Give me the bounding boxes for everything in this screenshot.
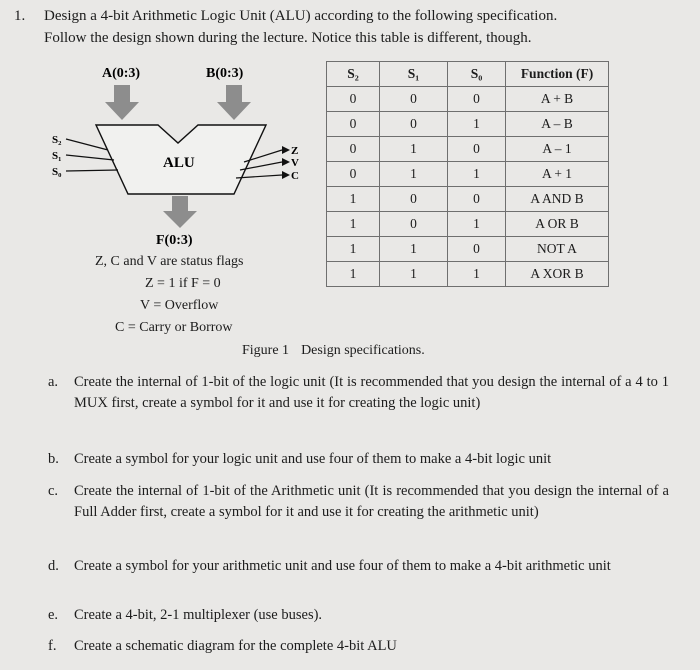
table-row xyxy=(327,187,609,212)
table-row xyxy=(327,237,609,262)
cell: A – B xyxy=(506,112,609,137)
figure-caption-text: Design specifications. xyxy=(301,343,425,358)
status-flags-note: Z, C and V are status flags xyxy=(95,254,244,269)
table-row xyxy=(327,137,609,162)
spec-table xyxy=(326,61,609,287)
cell: 0 xyxy=(380,112,448,137)
cell: 1 xyxy=(448,162,506,187)
header-s1: S₁ xyxy=(380,62,448,87)
cell: 1 xyxy=(448,212,506,237)
flag-z-label: Z xyxy=(291,145,299,157)
input-b-label: B(0:3) xyxy=(206,66,244,81)
cell: 1 xyxy=(380,137,448,162)
cell: 1 xyxy=(380,162,448,187)
header-s0: S₀ xyxy=(448,62,506,87)
select-s0-line xyxy=(66,170,118,171)
table-row xyxy=(327,112,609,137)
cell: A OR B xyxy=(506,212,609,237)
flag-v-label: V xyxy=(291,157,299,169)
figure-caption xyxy=(242,343,437,359)
flag-z-arrow-icon xyxy=(282,146,290,154)
cell: 1 xyxy=(448,262,506,287)
cell: 1 xyxy=(327,237,380,262)
flag-c-label: C xyxy=(291,170,299,182)
cell: 0 xyxy=(448,137,506,162)
zero-flag-note: Z = 1 if F = 0 xyxy=(145,276,221,291)
list-item xyxy=(48,636,670,658)
cell: A – 1 xyxy=(506,137,609,162)
cell: 0 xyxy=(380,87,448,112)
cell: 0 xyxy=(327,112,380,137)
list-item xyxy=(48,372,670,436)
cell: 1 xyxy=(380,237,448,262)
select-s1-line xyxy=(66,155,114,160)
item-label: d. xyxy=(48,558,59,574)
cell: A + 1 xyxy=(506,162,609,187)
table-header-row xyxy=(327,62,609,87)
item-text: Create a symbol for your logic unit and use four of them to make a 4-bit logic unit xyxy=(74,451,552,467)
item-label: f. xyxy=(48,638,57,654)
item-text: Create the internal of 1-bit of the logic unit (It is recommended that you design the internal of a 4 to 1 MUX first, create a symbol for it and use it for creating the logic unit) xyxy=(74,374,669,411)
cell: NOT A xyxy=(506,237,609,262)
table-row xyxy=(327,162,609,187)
flag-v-arrow-icon xyxy=(282,158,290,166)
select-s1-label: S₁ xyxy=(52,150,62,162)
input-a-label: A(0:3) xyxy=(102,66,141,81)
question-text-line-1: Design a 4-bit Arithmetic Logic Unit (ALU) according to the following specification. xyxy=(44,8,558,24)
cell: 1 xyxy=(327,212,380,237)
item-label: b. xyxy=(48,451,59,467)
select-s2-label: S₂ xyxy=(52,134,62,146)
cell: 0 xyxy=(380,212,448,237)
alu-block-label: ALU xyxy=(163,155,195,171)
cell: A XOR B xyxy=(506,262,609,287)
list-item xyxy=(48,556,670,600)
cell: 0 xyxy=(327,87,380,112)
select-s0-label: S₀ xyxy=(52,166,62,178)
item-label: c. xyxy=(48,483,59,499)
cell: 1 xyxy=(448,112,506,137)
carry-flag-note: C = Carry or Borrow xyxy=(115,320,233,335)
header-function: Function (F) xyxy=(506,62,609,87)
cell: 0 xyxy=(327,162,380,187)
item-text: Create a 4-bit, 2-1 multiplexer (use buses). xyxy=(74,607,323,623)
cell: 1 xyxy=(327,187,380,212)
cell: A AND B xyxy=(506,187,609,212)
cell: A + B xyxy=(506,87,609,112)
input-b-arrow-icon xyxy=(217,85,251,120)
header-s2: S₂ xyxy=(327,62,380,87)
cell: 1 xyxy=(380,262,448,287)
input-a-arrow-icon xyxy=(105,85,139,120)
question-text-line-2: Follow the design shown during the lecture. Notice this table is different, though. xyxy=(44,30,532,46)
item-label: a. xyxy=(48,374,59,390)
cell: 0 xyxy=(380,187,448,212)
flag-c-arrow-icon xyxy=(282,171,290,179)
item-text: Create the internal of 1-bit of the Arithmetic unit (It is recommended that you design the internal of a Full Adder first, create a symbol for it and use it for creating the arithmetic unit) xyxy=(74,483,669,520)
question-number: 1. xyxy=(14,8,26,24)
item-label: e. xyxy=(48,607,59,623)
overflow-flag-note: V = Overflow xyxy=(140,298,219,313)
table-row xyxy=(327,212,609,237)
output-arrow-icon xyxy=(163,196,197,228)
item-text: Create a symbol for your arithmetic unit and use four of them to make a 4-bit arithmetic unit xyxy=(74,558,611,574)
figure-label: Figure 1 xyxy=(242,343,290,358)
table-row xyxy=(327,262,609,287)
list-item xyxy=(48,481,670,545)
cell: 0 xyxy=(448,87,506,112)
output-label: F(0:3) xyxy=(156,233,193,248)
cell: 0 xyxy=(448,187,506,212)
item-text: Create a schematic diagram for the complete 4-bit ALU xyxy=(74,638,397,654)
cell: 1 xyxy=(327,262,380,287)
list-item xyxy=(48,449,670,471)
list-item xyxy=(48,605,670,627)
cell: 0 xyxy=(327,137,380,162)
cell: 0 xyxy=(448,237,506,262)
table-row xyxy=(327,87,609,112)
select-s2-line xyxy=(66,139,108,150)
